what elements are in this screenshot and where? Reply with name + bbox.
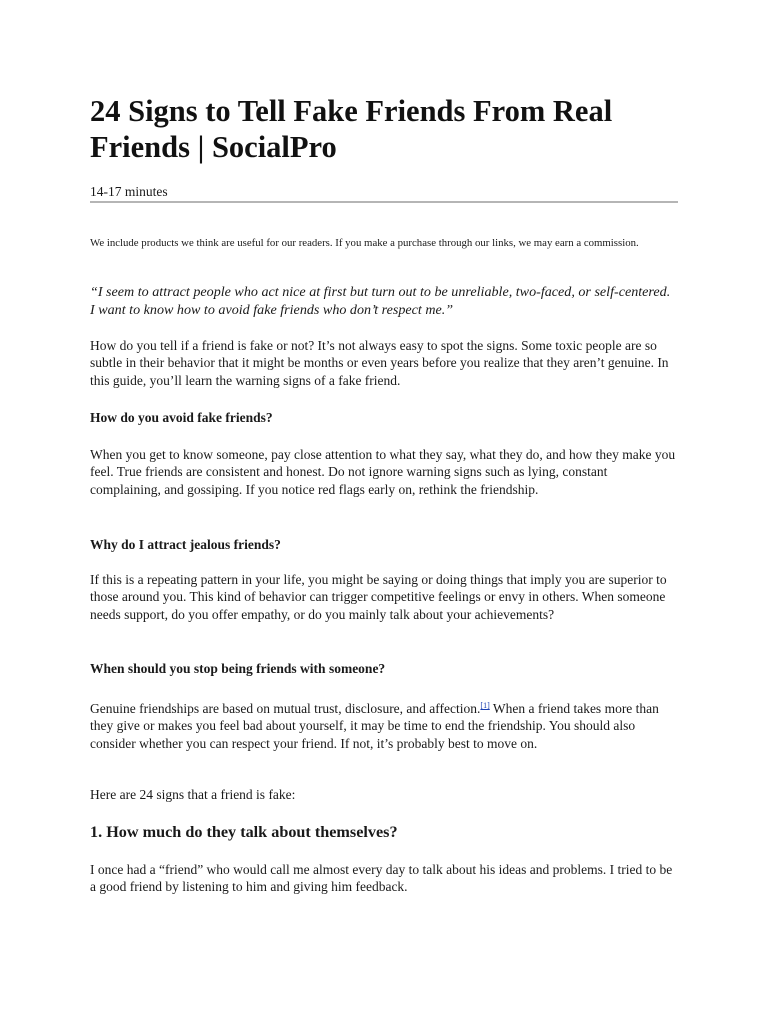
section-heading-1: 1. How much do they talk about themselves? (90, 823, 398, 841)
faq-answer-3 (90, 697, 678, 752)
faq-answer-2: If this is a repeating pattern in your life, you might be saying or doing things that imply you are superior to those around you. This kind of behavior can trigger competitive feelings or envy in others. When someone needs support, do you offer empathy, or do you mainly talk about your achievements? (90, 572, 667, 622)
section-paragraph-1: I once had a “friend” who would call me almost every day to talk about his ideas and problems. I tried to be a good friend by listening to him and giving him feedback. (90, 862, 673, 895)
intro-paragraph: How do you tell if a friend is fake or not? It’s not always easy to spot the signs. Some toxic people are so subtle in their behavior that it might be months or even years before you realize that they aren’t genuine. In this guide, you’ll learn the warning signs of a fake friend. (90, 338, 669, 388)
reader-quote: “I seem to attract people who act nice at first but turn out to be unreliable, two-faced, or self-centered. I want to know how to avoid fake friends who don’t respect me.” (90, 284, 671, 318)
citation-link[interactable]: [1] (480, 701, 490, 710)
faq-answer-3-text-b: When a friend takes more than they give or makes you feel bad about yourself, it may be time to end the friendship. You should also consider whether you can respect your friend. If not, it’s probably best to move on. (90, 701, 659, 751)
reading-time: 14-17 minutes (90, 184, 168, 199)
faq-question-1: How do you avoid fake friends? (90, 410, 273, 425)
faq-question-3: When should you stop being friends with someone? (90, 661, 386, 676)
affiliate-disclaimer: We include products we think are useful for our readers. If you make a purchase through our links, we may earn a commission. (90, 237, 639, 249)
list-lead-in: Here are 24 signs that a friend is fake: (90, 787, 296, 802)
faq-answer-3-text-a: Genuine friendships are based on mutual trust, disclosure, and affection. (90, 701, 481, 716)
title-divider (90, 201, 678, 203)
page-title: 24 Signs to Tell Fake Friends From Real Friends | SocialPro (90, 94, 613, 164)
faq-question-2: Why do I attract jealous friends? (90, 537, 281, 552)
faq-answer-1: When you get to know someone, pay close attention to what they say, what they do, and how they make you feel. True friends are consistent and honest. Do not ignore warning signs such as lying, constant complaining, and gossiping. If you notice red flags early on, rethink the friendship. (90, 447, 676, 497)
